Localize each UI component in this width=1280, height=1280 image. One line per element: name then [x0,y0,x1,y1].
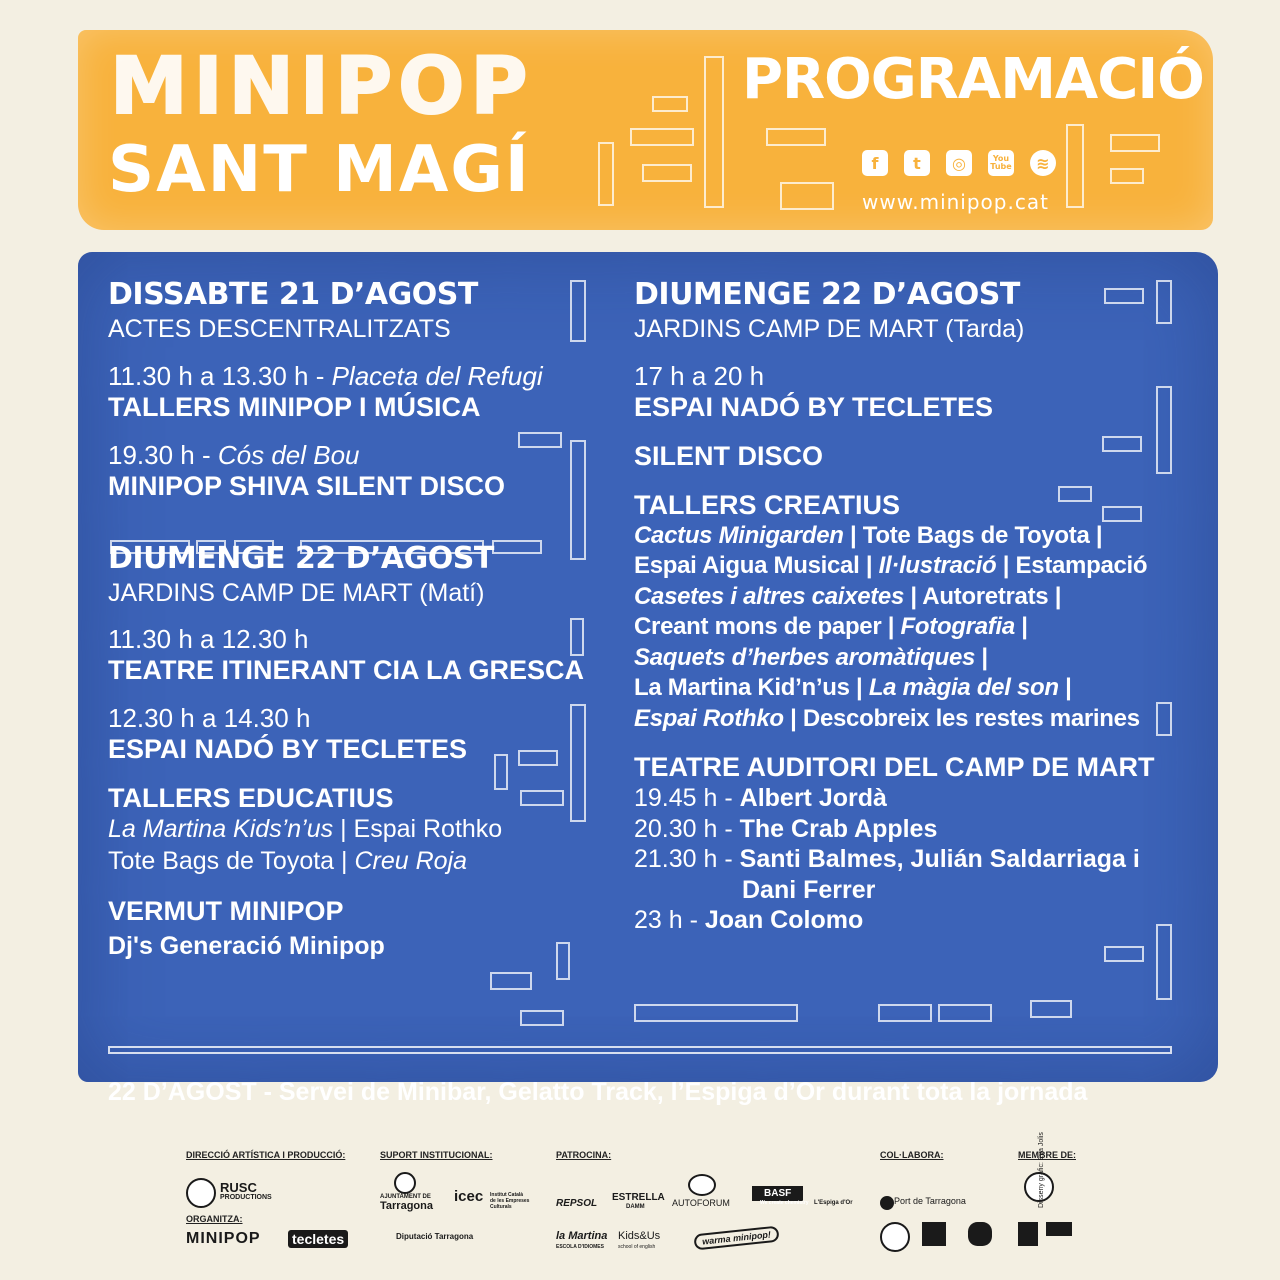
workshop-list: Cactus Minigarden | Tote Bags de Toyota | Espai Aigua Musical | Il·lustració | Estampació Casetes i altres caixetes | Autoretrats | Creant mons de paper | Fotografia | Saquets d’herbes aromàtiques | La Martina Kid’n’us | La màgia del son | Espai Rothko | Descobreix les restes marines [634,521,1148,732]
icec-logo: icec [454,1188,484,1205]
event-place: Cós del Bou [217,439,360,470]
rusc-logo-sub: PRODUCTIONS [220,1194,272,1201]
deco-rect [570,704,586,822]
deco-rect [570,440,586,560]
warma-minipop-logo: warma minipop! [693,1226,779,1251]
event-time: 19.30 h - Cós del Bou [108,439,360,470]
deco-rect [938,1004,992,1022]
credit-label: ORGANITZA: [186,1214,243,1224]
credit-label: MEMBRE DE: [1018,1150,1076,1160]
rusc-logo: RUSC [220,1180,257,1195]
deco-rect [642,164,692,182]
event-name: ESPAI NADÓ BY TECLETES [634,391,994,422]
twitter-icon[interactable]: t [904,150,930,176]
deco-rect [1066,124,1084,208]
collabora-logo-icon [922,1222,946,1246]
event-name: TEATRE ITINERANT CIA LA GRESCA [108,655,584,686]
credit-label: DIRECCIÓ ARTÍSTICA I PRODUCCIÓ: [186,1150,346,1160]
collabora-logo-icon [968,1222,992,1246]
deco-rect [520,1010,564,1026]
event-time: 12.30 h a 14.30 h [108,703,311,734]
event-time: 11.30 h a 12.30 h [108,624,309,655]
event-name: SANT MAGÍ [108,133,531,207]
workshop-list: La Martina Kids’n’us | Espai Rothko Tote Bags de Toyota | Creu Roja [108,815,503,876]
credit-label: COL·LABORA: [880,1150,944,1160]
tecletes-logo: tecletes [288,1230,348,1248]
event-time: 17 h a 20 h [634,360,765,391]
autoforum-logo: AUTOFORUM [672,1198,730,1208]
diputacio-logo: Diputació Tarragona [396,1232,474,1241]
deco-rect [570,280,586,342]
deco-rect [1104,946,1144,962]
tarragona-logo: Tarragona [380,1200,433,1212]
espiga-logo: L'Espiga d'Or [814,1200,853,1206]
membre-logo-icon [1018,1222,1038,1246]
facebook-icon[interactable]: f [862,150,888,176]
basf-logo-sub: We create chemistry [760,1200,809,1206]
deco-rect [704,56,724,208]
footer-note: 22 D’AGOST - Servei de Minibar, Gelatto Track, l’Espiga d’Or durant tota la jornada [108,1078,1088,1106]
day-heading: DISSABTE 21 D’AGOST [108,277,478,312]
youtube-icon[interactable]: You Tube [988,150,1014,176]
divider [108,1046,1172,1054]
event-place: Placeta del Refugi [331,360,543,391]
credit-label: PATROCINA: [556,1150,612,1160]
day-heading: DIUMENGE 22 D’AGOST [108,540,494,576]
social-links [862,150,1056,176]
day-heading: DIUMENGE 22 D’AGOST [634,277,1020,312]
deco-rect [556,942,570,980]
lamartina-logo-sub: ESCOLA D'IDIOMES [556,1244,604,1250]
day-subheading: JARDINS CAMP DE MART (Matí) [108,578,485,607]
estrella-logo-sub: DAMM [626,1204,645,1210]
deco-rect [780,182,834,210]
icec-logo-sub: Institut Català de les Empreses Culturals [490,1192,530,1210]
credit-label: SUPORT INSTITUCIONAL: [380,1150,493,1160]
port-tarragona-logo: Port de Tarragona [894,1196,966,1206]
instagram-icon[interactable]: ◎ [946,150,972,176]
deco-rect [652,96,688,112]
section-heading: VERMUT MINIPOP [108,895,344,926]
right-column [634,278,1174,936]
deco-rect [878,1004,932,1022]
event-name: TALLERS MINIPOP I MÚSICA [108,391,481,422]
event-time: 11.30 h a 13.30 h - Placeta del Refugi [108,360,543,391]
repsol-logo: REPSOL [556,1198,598,1209]
deco-rect [766,128,826,146]
tarragona-logo-prefix: AJUNTAMENT DE [380,1194,431,1200]
deco-rect [1110,134,1160,152]
deco-rect [598,142,614,206]
design-credit: Disseny gràfic: Eva Jolis [1038,1132,1045,1208]
event-name: MINIPOP SHIVA SILENT DISCO [108,470,506,501]
deco-rect [1030,1000,1072,1018]
section-heading: TALLERS CREATIUS [634,489,900,520]
collabora-logo-icon [880,1222,910,1252]
rusc-logo-icon [186,1178,216,1208]
deco-rect [1110,168,1144,184]
lamartina-logo: la Martina [556,1230,608,1242]
membre-logo-icon [1046,1222,1072,1236]
toyota-logo-icon [688,1174,716,1196]
minipop-logo: MINIPOP [110,42,534,132]
spotify-icon[interactable]: ≋ [1030,150,1056,176]
minipop-logo-small: MINIPOP [186,1230,261,1247]
website-link[interactable]: www.minipop.cat [862,190,1049,214]
tarragona-crest-icon [394,1172,416,1194]
concert-list: 19.45 h - Albert Jordà 20.30 h - The Crab Apples 21.30 h - Santi Balmes, Julián Saldarriaga i Dani Ferrer 23 h - Joan Colomo [634,784,1140,935]
event-name: SILENT DISCO [634,440,824,471]
kidsus-logo: Kids&Us [618,1230,661,1242]
deco-rect [570,618,584,656]
page-title: PROGRAMACIÓ [742,47,1204,112]
section-heading: TEATRE AUDITORI DEL CAMP DE MART [634,752,1155,783]
deco-rect [630,128,694,146]
event-detail: Dj's Generació Minipop [108,931,385,960]
deco-rect [490,972,532,990]
left-column [108,277,584,963]
deco-rect [634,1004,798,1022]
basf-logo: BASF [752,1186,803,1201]
kidsus-logo-sub: school of english [618,1244,656,1250]
estrella-logo: ESTRELLA [612,1192,665,1203]
section-heading: TALLERS EDUCATIUS [108,783,394,814]
day-subheading: ACTES DESCENTRALITZATS [108,315,451,343]
event-name: ESPAI NADÓ BY TECLETES [108,734,468,765]
day-subheading: JARDINS CAMP DE MART (Tarda) [634,315,1025,343]
port-logo-icon [880,1196,894,1210]
